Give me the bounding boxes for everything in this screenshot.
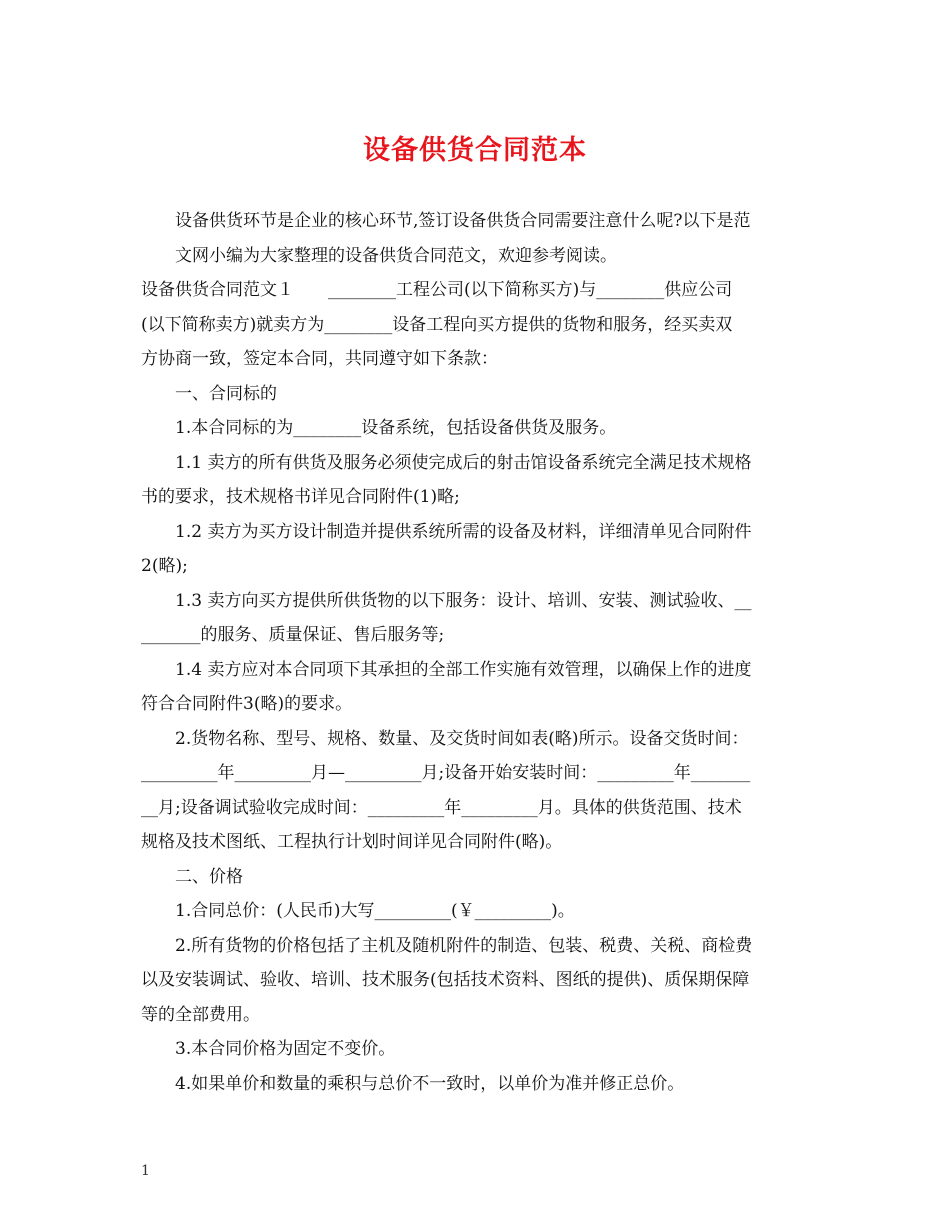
text-line: __月;设备调试验收完成时间：_________年_________月。具体的供货范围、技术 xyxy=(141,797,742,818)
section-heading: 二、价格 xyxy=(175,866,243,887)
clause: 3.本合同价格为固定不变价。 xyxy=(175,1039,396,1059)
text-line: 等的全部费用。 xyxy=(141,1004,260,1025)
document-title: 设备供货合同范本 xyxy=(363,135,587,166)
page-number: 1 xyxy=(141,1163,150,1179)
text-line: 方协商一致，签定本合同，共同遵守如下条款： xyxy=(141,349,498,369)
text-line: 1.4 卖方应对本合同项下其承担的全部工作实施有效管理，以确保上作的进度 xyxy=(175,659,752,680)
text-line: _________年_________月—_________月;设备开始安装时间：_________年_______ xyxy=(141,763,751,783)
section-heading: 一、合同标的 xyxy=(175,383,277,404)
text-line: 规格及技术图纸、工程执行计划时间详见合同附件(略)。 xyxy=(141,832,563,852)
text-line: 设备供货环节是企业的核心环节,签订设备供货合同需要注意什么呢?以下是范 xyxy=(175,211,751,231)
contract-preamble xyxy=(141,273,813,377)
clause: 1.合同总价：(人民币)大写_________(￥_________)。 xyxy=(175,901,575,921)
document-body xyxy=(141,204,813,1101)
text-line: 1.2 卖方为买方设计制造并提供系统所需的设备及材料，详细清单见合同附件 xyxy=(175,521,752,542)
clause xyxy=(141,584,813,619)
clause-continuation: 书的要求，技术规格书详见合同附件(1)略; xyxy=(141,487,460,507)
clause-continuation: _______的服务、质量保证、售后服务等; xyxy=(141,625,445,645)
clause xyxy=(141,515,813,550)
clause-continuation: 符合合同附件3(略)的要求。 xyxy=(141,694,353,714)
clause xyxy=(141,446,813,481)
text-line: (以下简称卖方)就卖方为________设备工程向买方提供的货物和服务，经买卖双 xyxy=(141,314,733,335)
text-line: 以及安装调试、验收、培训、技术服务(包括技术资料、图纸的提供)、质保期保障 xyxy=(141,970,750,990)
clause: 4.如果单价和数量的乘积与总价不一致时，以单价为准并修正总价。 xyxy=(175,1073,685,1094)
text-line: 1.3 卖方向买方提供所供货物的以下服务：设计、培训、安装、测试验收、__ xyxy=(175,590,752,611)
clause xyxy=(141,929,813,964)
clause xyxy=(141,653,813,688)
text-line: 1.1 卖方的所有供货及服务必须使完成后的射击馆设备系统完全满足技术规格 xyxy=(175,452,752,473)
clause-continuation: 2(略); xyxy=(141,556,188,576)
clause xyxy=(141,722,813,757)
clause-continuation xyxy=(141,756,813,860)
intro-paragraph xyxy=(141,204,813,273)
clause-continuation xyxy=(141,963,813,1032)
text-line: 2.货物名称、型号、规格、数量、及交货时间如表(略)所示。设备交货时间： xyxy=(175,728,749,749)
text-line: 2.所有货物的价格包括了主机及随机附件的制造、包装、税费、关税、商检费 xyxy=(175,935,753,956)
text-line: 设备供货合同范文１ ________工程公司(以下简称买方)与________供应公司 xyxy=(141,280,733,300)
text-line: 文网小编为大家整理的设备供货合同范文，欢迎参考阅读。 xyxy=(175,245,617,266)
clause: 1.本合同标的为________设备系统，包括设备供货及服务。 xyxy=(175,418,617,438)
